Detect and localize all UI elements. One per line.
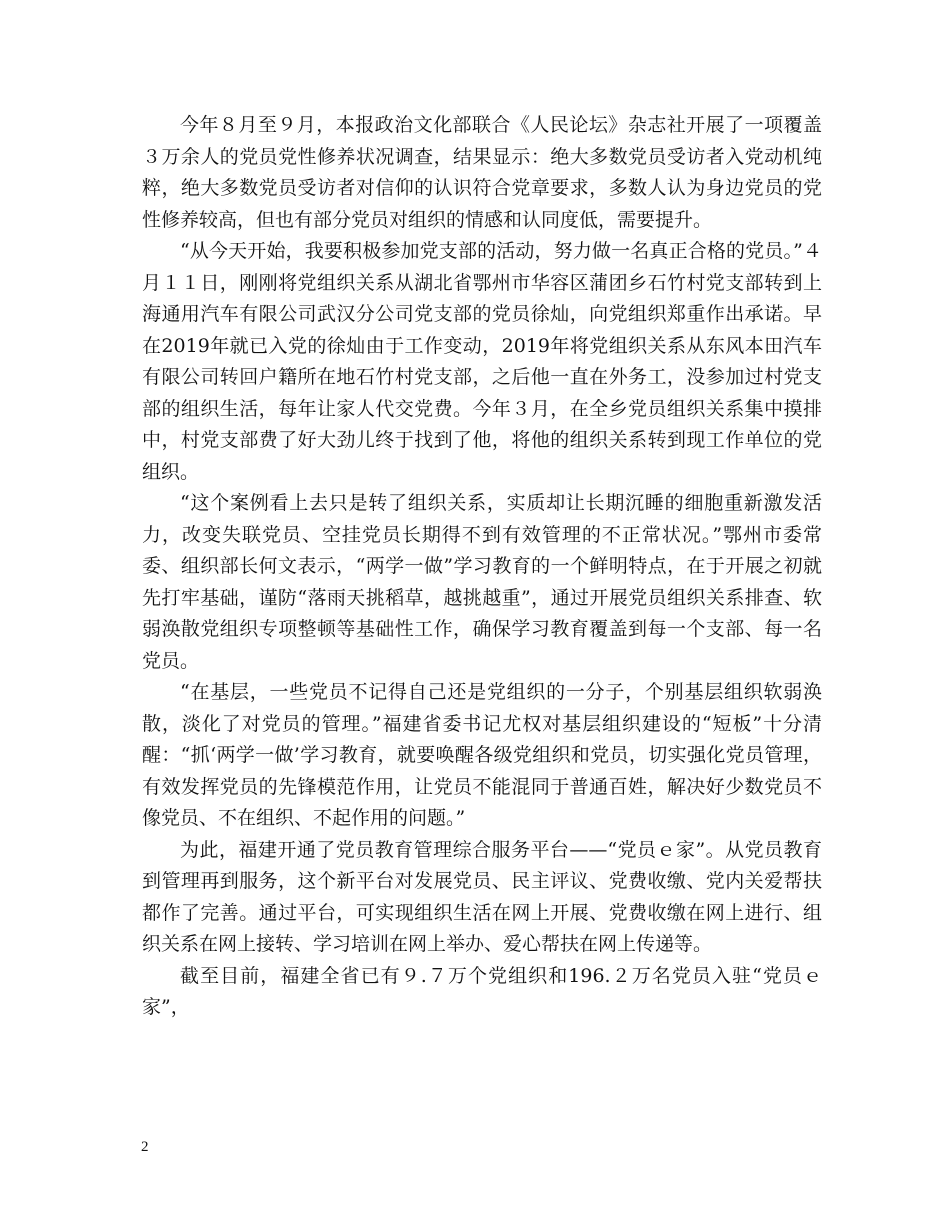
- page-number: 2: [141, 1139, 149, 1155]
- article-body: [142, 110, 822, 1024]
- paragraph-statistics: 截至目前，福建全省已有９.７万个党组织和196.２万名党员入驻“党员ｅ家”，: [142, 964, 822, 1018]
- paragraph-platform: 为此，福建开通了党员教育管理综合服务平台——“党员ｅ家”。从党员教育到管理再到服务，这个新平台对发展党员、民主评议、党费收缴、党内关爱帮扶都作了完善。通过平台，可实现组织生活在网上开展、党费收缴在网上进行、组织关系在网上接转、学习培训在网上举办、爱心帮扶在网上传递等。: [142, 838, 822, 955]
- paragraph-fujian-quote: “在基层，一些党员不记得自己还是党组织的一分子，个别基层组织软弱涣散，淡化了对党员的管理。”福建省委书记尤权对基层组织建设的“短板”十分清醒：“抓‘两学一做’学习教育，就要唤醒各级党组织和党员，切实强化党员管理，有效发挥党员的先锋模范作用，让党员不能混同于普通百姓，解决好少数党员不像党员、不在组织、不起作用的问题。”: [142, 681, 822, 829]
- paragraph-xu-can: “从今天开始，我要积极参加党支部的活动，努力做一名真正合格的党员。”４月１１日，刚刚将党组织关系从湖北省鄂州市华容区蒲团乡石竹村党支部转到上海通用汽车有限公司武汉分公司党支部的党员徐灿，向党组织郑重作出承诺。早在2019年就已入党的徐灿由于工作变动，2019年将党组织关系从东风本田汽车有限公司转回户籍所在地石竹村党支部，之后他一直在外务工，没参加过村党支部的组织生活，每年让家人代交党费。今年３月，在全乡党员组织关系集中摸排中，村党支部费了好大劲儿终于找到了他，将他的组织关系转到现工作单位的党组织。: [142, 240, 822, 483]
- paragraph-ezhou: “这个案例看上去只是转了组织关系，实质却让长期沉睡的细胞重新激发活力，改变失联党员、空挂党员长期得不到有效管理的不正常状况。”鄂州市委常委、组织部长何文表示，“两学一做”学习教育的一个鲜明特点，在于开展之初就先打牢基础，谨防“落雨天挑稻草，越挑越重”，通过开展党员组织关系排查、软弱涣散党组织专项整顿等基础性工作，确保学习教育覆盖到每一个支部、每一名党员。: [142, 492, 822, 672]
- paragraph-survey: 今年８月至９月，本报政治文化部联合《人民论坛》杂志社开展了一项覆盖３万余人的党员党性修养状况调查，结果显示：绝大多数党员受访者入党动机纯粹，绝大多数党员受访者对信仰的认识符合党章要求，多数人认为身边党员的党性修养较高，但也有部分党员对组织的情感和认同度低，需要提升。: [142, 114, 822, 231]
